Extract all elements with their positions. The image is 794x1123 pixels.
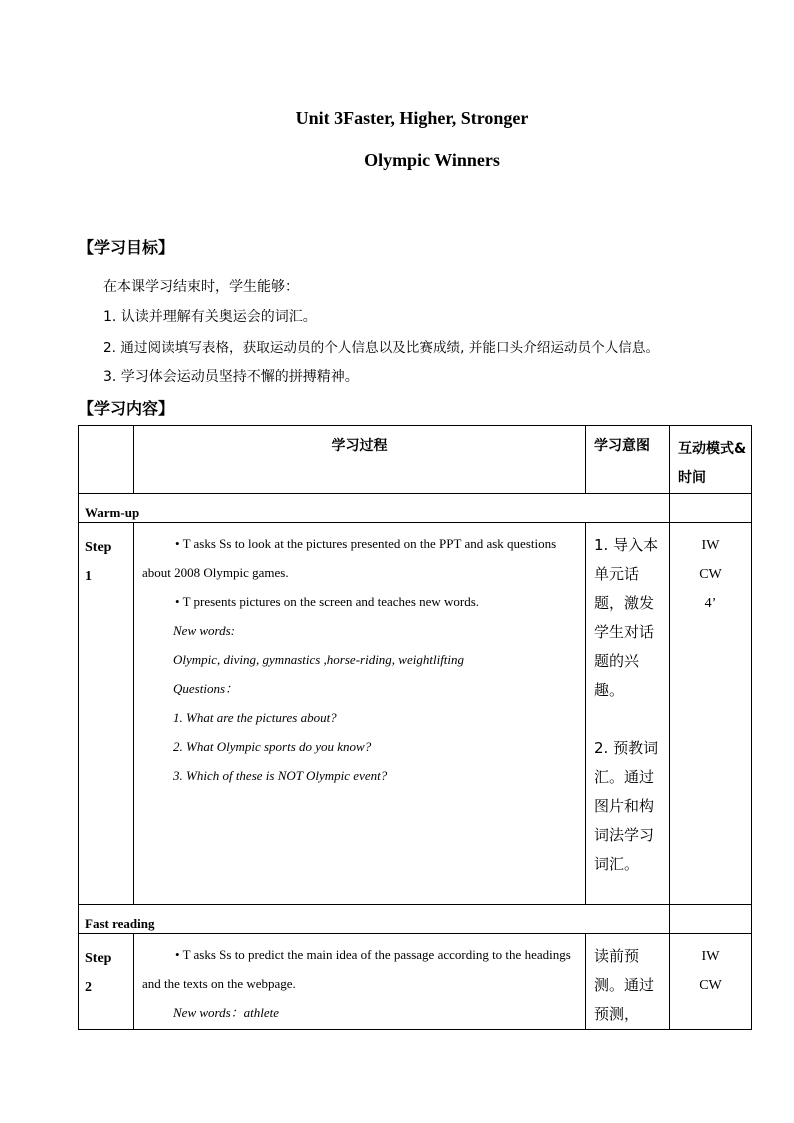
- process-bullet: • T asks Ss to predict the main idea of the passage according to the headings and the texts on the webpage.: [142, 947, 571, 991]
- process-line: Questions：: [173, 681, 239, 696]
- process-bullet: • T asks Ss to look at the pictures presented on the PPT and ask questions about 2008 Olympic games.: [142, 536, 557, 580]
- step-cell: [79, 934, 134, 1030]
- objective-item: 1. 认读并理解有关奥运会的词汇。: [103, 309, 317, 325]
- intent-text: 读前预测。通过预测，: [594, 947, 655, 1023]
- lesson-table: [78, 425, 752, 1030]
- objective-item: 3. 学习体会运动员坚持不懈的拼搏精神。: [103, 369, 359, 385]
- table-row: [79, 934, 752, 1030]
- table-row: [79, 523, 752, 905]
- objectives-intro: 在本课学习结束时，学生能够：: [103, 279, 299, 295]
- process-cell: [134, 934, 586, 1030]
- section-label: Warm-up: [79, 494, 670, 523]
- step-number: 2: [85, 980, 92, 995]
- objectives-heading: 【学习目标】: [78, 238, 175, 257]
- process-line: 3. Which of these is NOT Olympic event?: [173, 768, 388, 783]
- step-number: 1: [85, 569, 92, 584]
- intent-text: 1. 导入本单元话题，激发学生对话题的兴趣。: [594, 536, 659, 699]
- document-title: Unit 3Faster, Higher, Stronger: [295, 108, 529, 128]
- header-blank: [79, 426, 134, 494]
- process-line: New words：athlete: [173, 1005, 280, 1020]
- process-line: New words:: [173, 623, 235, 638]
- mode-cell: [670, 523, 752, 905]
- step-cell: [79, 523, 134, 905]
- process-cell: [134, 523, 586, 905]
- mode-cell: [670, 934, 752, 1030]
- header-intent: 学习意图: [586, 426, 670, 494]
- header-mode: 互动模式&时间: [670, 426, 752, 494]
- section-row-fast-reading: [79, 905, 752, 934]
- section-row-warmup: [79, 494, 752, 523]
- mode-item: IW: [701, 538, 720, 553]
- step-label: Step: [85, 540, 112, 555]
- intent-cell: [586, 523, 670, 905]
- table-header-row: [79, 426, 752, 494]
- process-line: 2. What Olympic sports do you know?: [173, 739, 372, 754]
- document-subtitle: Olympic Winners: [364, 150, 500, 170]
- step-label: Step: [85, 951, 112, 966]
- objective-item: 2. 通过阅读填写表格，获取运动员的个人信息以及比赛成绩, 并能口头介绍运动员个人信息。: [103, 340, 660, 356]
- mode-item: 4’: [704, 596, 717, 611]
- content-heading: 【学习内容】: [78, 399, 175, 418]
- mode-item: CW: [699, 567, 722, 582]
- process-line: Olympic, diving, gymnastics ,horse-riding, weightlifting: [173, 652, 465, 667]
- mode-item: CW: [699, 978, 722, 993]
- intent-text: 2. 预教词汇。通过图片和构词法学习词汇。: [594, 739, 659, 873]
- process-line: 1. What are the pictures about?: [173, 710, 337, 725]
- intent-cell: [586, 934, 670, 1030]
- section-label: Fast reading: [79, 905, 670, 934]
- process-bullet: • T presents pictures on the screen and teaches new words.: [175, 594, 480, 609]
- mode-item: IW: [701, 949, 720, 964]
- header-process: 学习过程: [134, 426, 586, 494]
